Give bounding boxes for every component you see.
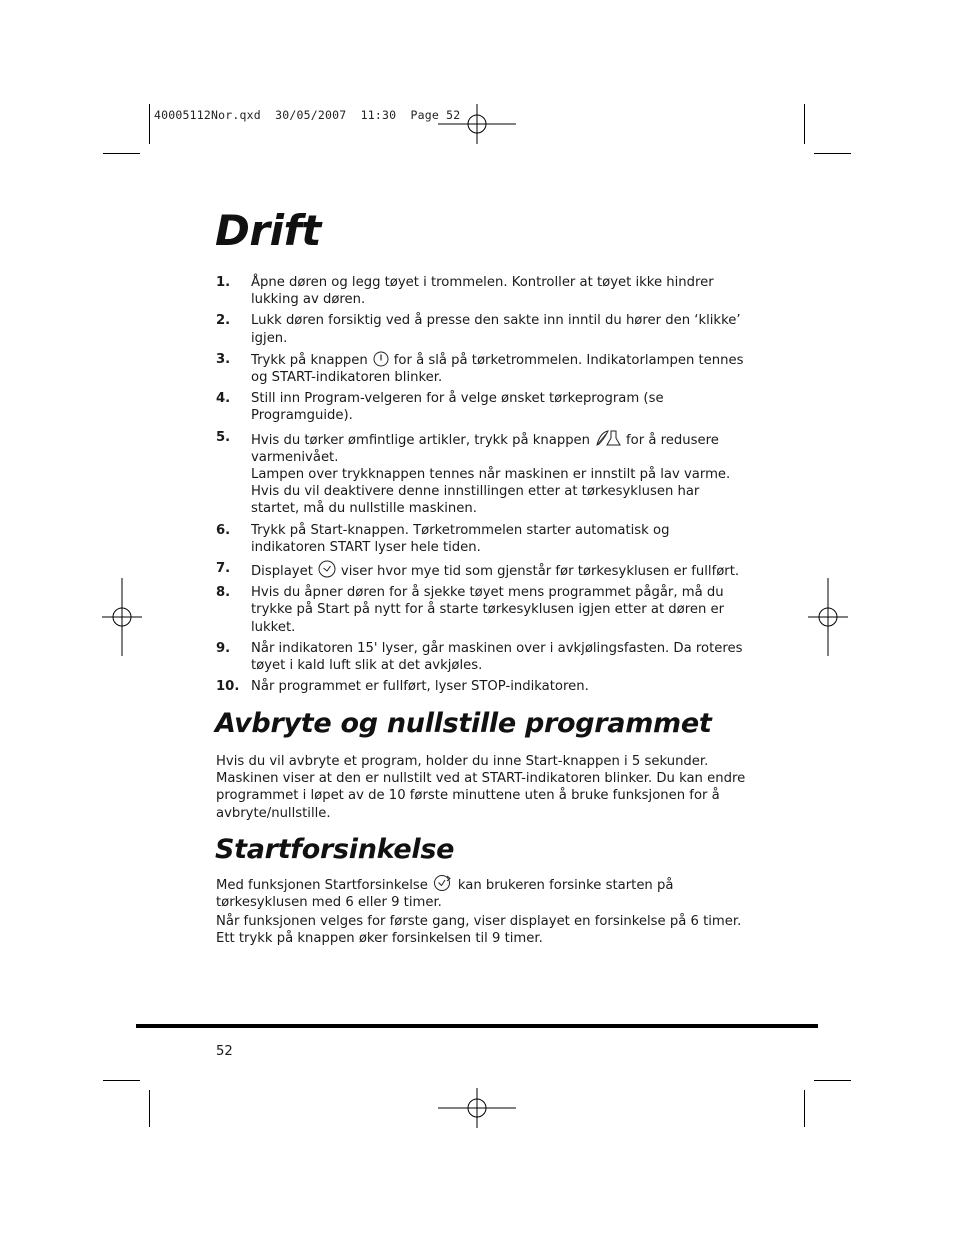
page-number: 52 xyxy=(216,1044,233,1059)
step-number: 1. xyxy=(216,275,231,290)
power-button-icon xyxy=(373,351,389,367)
registration-mark-icon xyxy=(808,578,848,656)
list-item xyxy=(216,274,746,308)
step-text: Still inn Program-velgeren for å velge ønsket tørkeprogram (se Programguide). xyxy=(251,391,664,424)
step-text: Når programmet er fullført, lyser STOP-indikatoren. xyxy=(251,679,589,695)
registration-mark-icon xyxy=(102,578,142,656)
delay-start-icon xyxy=(433,874,453,892)
step-number: 3. xyxy=(216,351,231,367)
step-text: Åpne døren og legg tøyet i trommelen. Kontroller at tøyet ikke hindrer lukking av døren. xyxy=(251,275,714,308)
step-text: Trykk på Start-knappen. Tørketrommelen starter automatisk og indikatoren START lyser hele tiden. xyxy=(251,522,670,555)
crop-mark xyxy=(814,1080,851,1081)
crop-mark xyxy=(149,104,150,144)
step-text-extra: Lampen over trykknappen tennes når maskinen er innstilt på lav varme. Hvis du vil deaktivere denne innstillingen etter at tørkesyklusen har startet, må du nullstille maskinen. xyxy=(251,467,731,517)
footer-rule xyxy=(136,1024,818,1028)
step-text: Hvis du åpner døren for å sjekke tøyet mens programmet pågår, må du trykke på Start på nytt for å starte tørkesyklusen igjen etter at døren er lukket. xyxy=(251,585,725,635)
crop-mark xyxy=(814,153,851,154)
timer-display-icon xyxy=(318,560,336,578)
delicate-low-heat-icon xyxy=(595,429,621,447)
registration-mark-icon xyxy=(438,1088,516,1128)
list-item xyxy=(216,390,746,424)
list-item xyxy=(216,522,746,556)
crop-mark xyxy=(804,1090,805,1127)
step-number: 5. xyxy=(216,429,231,445)
list-item xyxy=(216,640,746,674)
step-number: 2. xyxy=(216,313,231,329)
step-text-after: viser hvor mye tid som gjenstår før tørkesyklusen er fullført. xyxy=(340,564,740,580)
section-heading-delay: Startforsinkelse xyxy=(215,834,455,865)
section-text-delay xyxy=(216,874,746,911)
step-number: 8. xyxy=(216,585,231,601)
page-title: Drift xyxy=(215,206,321,255)
crop-mark xyxy=(804,104,805,144)
registration-mark-icon xyxy=(438,104,516,144)
crop-mark xyxy=(103,1080,140,1081)
step-number: 4. xyxy=(216,391,231,407)
list-item xyxy=(216,351,746,386)
delay-text-after: kan brukeren forsinke starten på tørkesyklusen med 6 eller 9 timer. xyxy=(216,878,674,911)
step-text xyxy=(251,429,746,518)
step-number: 7. xyxy=(216,561,231,577)
crop-mark xyxy=(149,1090,150,1127)
step-text: Når indikatoren 15' lyser, går maskinen over i avkjølingsfasten. Da roteres tøyet i kald luft slik at det avkjøles. xyxy=(251,640,743,674)
step-number: 9. xyxy=(216,640,231,656)
step-text xyxy=(251,351,746,386)
crop-mark xyxy=(103,153,140,154)
list-item xyxy=(216,678,746,695)
step-text xyxy=(251,560,746,580)
section-heading-cancel: Avbryte og nullstille programmet xyxy=(215,708,712,739)
step-text-after: for å slå på tørketrommelen. Indikatorlampen tennes og START-indikatoren blinker. xyxy=(251,352,744,386)
steps-list xyxy=(216,274,746,699)
delay-text-before: Med funksjonen Startforsinkelse xyxy=(216,878,428,893)
step-text-after: for å redusere varmenivået. xyxy=(251,432,719,465)
step-number: 6. xyxy=(216,522,231,538)
printer-slug: 40005112Nor.qxd 30/05/2007 11:30 Page 52 xyxy=(154,108,461,122)
step-text-before: Trykk på knappen xyxy=(251,352,368,368)
list-item xyxy=(216,429,746,518)
list-item xyxy=(216,312,746,346)
step-text: Lukk døren forsiktig ved å presse den sakte inn inntil du hører den ‘klikke’ igjen. xyxy=(251,313,741,346)
list-item xyxy=(216,584,746,636)
section-text-cancel: Hvis du vil avbryte et program, holder du inne Start-knappen i 5 sekunder. Maskinen viser at den er nullstilt ved at START-indikatoren blinker. Du kan endre programmet i løpet av de 10 første minuttene uten å bruke funksjonen for å avbryte/nullstille. xyxy=(216,754,746,821)
list-item xyxy=(216,560,746,580)
section-text-delay-2: Når funksjonen velges for første gang, viser displayet en forsinkelse på 6 timer. Ett trykk på knappen øker forsinkelsen til 9 timer. xyxy=(216,914,742,947)
step-number: 10. xyxy=(216,679,240,695)
step-text-before: Hvis du tørker ømfintlige artikler, trykk på knappen xyxy=(251,432,591,448)
step-text-before: Displayet xyxy=(251,564,313,580)
